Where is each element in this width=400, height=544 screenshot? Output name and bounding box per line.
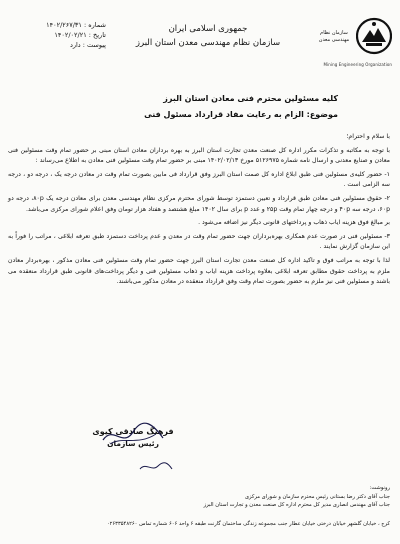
date-row xyxy=(6,30,106,40)
logo-latin-text: Mining Engineering Organization xyxy=(323,62,392,67)
country-name: جمهوری اسلامی ایران xyxy=(168,24,248,34)
cc-line-1: جناب آقای دکتر رضا بستانی رئیس محترم سازمان و شورای مرکزی xyxy=(244,493,390,500)
closing-paragraph: لذا با توجه به مراتب فوق و تاکید اداره کل صنعت معدن تجارت استان البرز جهت حضور تمام وقت مسئولین فنی معادن مذکور ، بهره‌بردار معادن ملزم به پرداخت حقوق مطابق تعرفه ابلاغی بعلاوه پرداخت هزینه ایاب و ذهاب مسئولین فنی و دیگر پرداخت‌های قانونی طبق قرارداد منعقده می باشند و مسئولین فنی نیز ملزم به حضور بصورت تمام وقت وفق قرارداد منعقده در معادن مذکور می‌باشند. xyxy=(8,256,390,286)
addressee: کلیه مسئولین محترم فنی معادن استان البرز xyxy=(163,94,338,103)
signature-block xyxy=(88,426,178,449)
organization-logo xyxy=(312,16,392,70)
intro-paragraph: با توجه به مکاتبه و تذکرات مکرر اداره کل صنعت معدن تجارت استان البرز به بهره برداران معادن استان مبنی بر حضور تمام وقت مسئولین فنی معادن و صنایع معدنی و ارسال نامه شماره ۵۱۲۶۹۷۵ مورخ ۱۴۰۲/۰۲/۱۳ مبنی بر حضور تمام وقت مسئولین فنی معادن به اطلاع می‌رساند : xyxy=(8,146,390,165)
item-2-note: بر مبالغ فوق هزینه ایاب ذهاب و پرداختهای قانونی دیگر نیز اضافه می‌شود . xyxy=(198,219,390,227)
item-1: ۱- حضور کلیه‌ی مسئولین فنی طبق ابلاغ اداره کل صمت استان البرز وفق قرارداد فی مابین بصورت تمام وقت در معادن درجه یک ، درجه دو ، درجه سه الزامی است . xyxy=(8,170,390,189)
letterhead xyxy=(118,22,298,50)
item-2: ۲- حقوق مسئولین فنی معادن طبق قرارداد و تعیین دستمزد توسط شورای محترم مرکزی نظام مهندسی معدن برای معادن درجه یک ۸۰p، درجه دو ۶۰p، درجه سه ۴۰p و درجه چهار تمام وقت ۲۵p و عدد p برای سال ۱۴۰۲ مبلغ هشتصد و هفتاد هزار تومان وفق اعلام شورای مرکزی می‌باشد. xyxy=(8,194,390,213)
phone-number: ۰۲۶۳۳۵۴۸۲۶۰ xyxy=(106,521,138,527)
letter-body xyxy=(8,132,390,291)
greeting: با سلام و احترام؛ xyxy=(346,133,390,140)
emblem-icon xyxy=(356,16,392,60)
number-row xyxy=(6,20,106,30)
attachment-label: پیوست : xyxy=(82,41,106,49)
footer-address xyxy=(8,520,390,528)
address-text: کرج ، خیابان گلشهر خیابان درختی خیابان عطار جنب مجموعه زندگی ساختمان گارنت طبقه ۶ واحد ۶۰۶ شماره تماس xyxy=(139,521,390,527)
organization-name: سازمان نظام مهندسی معدن استان البرز xyxy=(135,38,281,48)
attachment-row xyxy=(6,40,106,50)
handwritten-mark xyxy=(138,460,174,474)
number-value: ۱۴۰۲/۲۶۷/۳۱ xyxy=(46,21,82,29)
cc-block xyxy=(8,484,390,510)
cc-label: رونوشت: xyxy=(369,485,390,491)
cc-line-2: جناب آقای مهندس انصاری مدیر کل محترم اداره کل صنعت معدن و تجارت استان البرز xyxy=(203,502,390,508)
signatory-name: فرهنگ صادقی کیوی xyxy=(92,427,174,436)
logo-org-text: سازمان نظام مهندسی معدن xyxy=(318,30,350,43)
subject: موضوع: الزام به رعایت مفاد قرارداد مسئول فنی xyxy=(144,110,338,119)
signatory-title: رئیس سازمان xyxy=(107,439,159,448)
letter-meta xyxy=(6,20,106,50)
item-3: ۳- مسئولین فنی در صورت عدم همکاری بهره‌برداران جهت حضور تمام وقت در معدن و عدم پرداخت دستمزد طبق تعرفه ابلاغی ، مراتب را فوراً به این سازمان گزارش نمایند . xyxy=(8,232,390,251)
date-value: ۱۴۰۲/۰۲/۲۱ xyxy=(54,31,87,39)
attachment-value: دارد xyxy=(69,41,81,49)
date-label: تاریخ : xyxy=(88,31,106,39)
signature-scribble xyxy=(98,420,168,450)
number-label: شماره : xyxy=(84,21,106,29)
